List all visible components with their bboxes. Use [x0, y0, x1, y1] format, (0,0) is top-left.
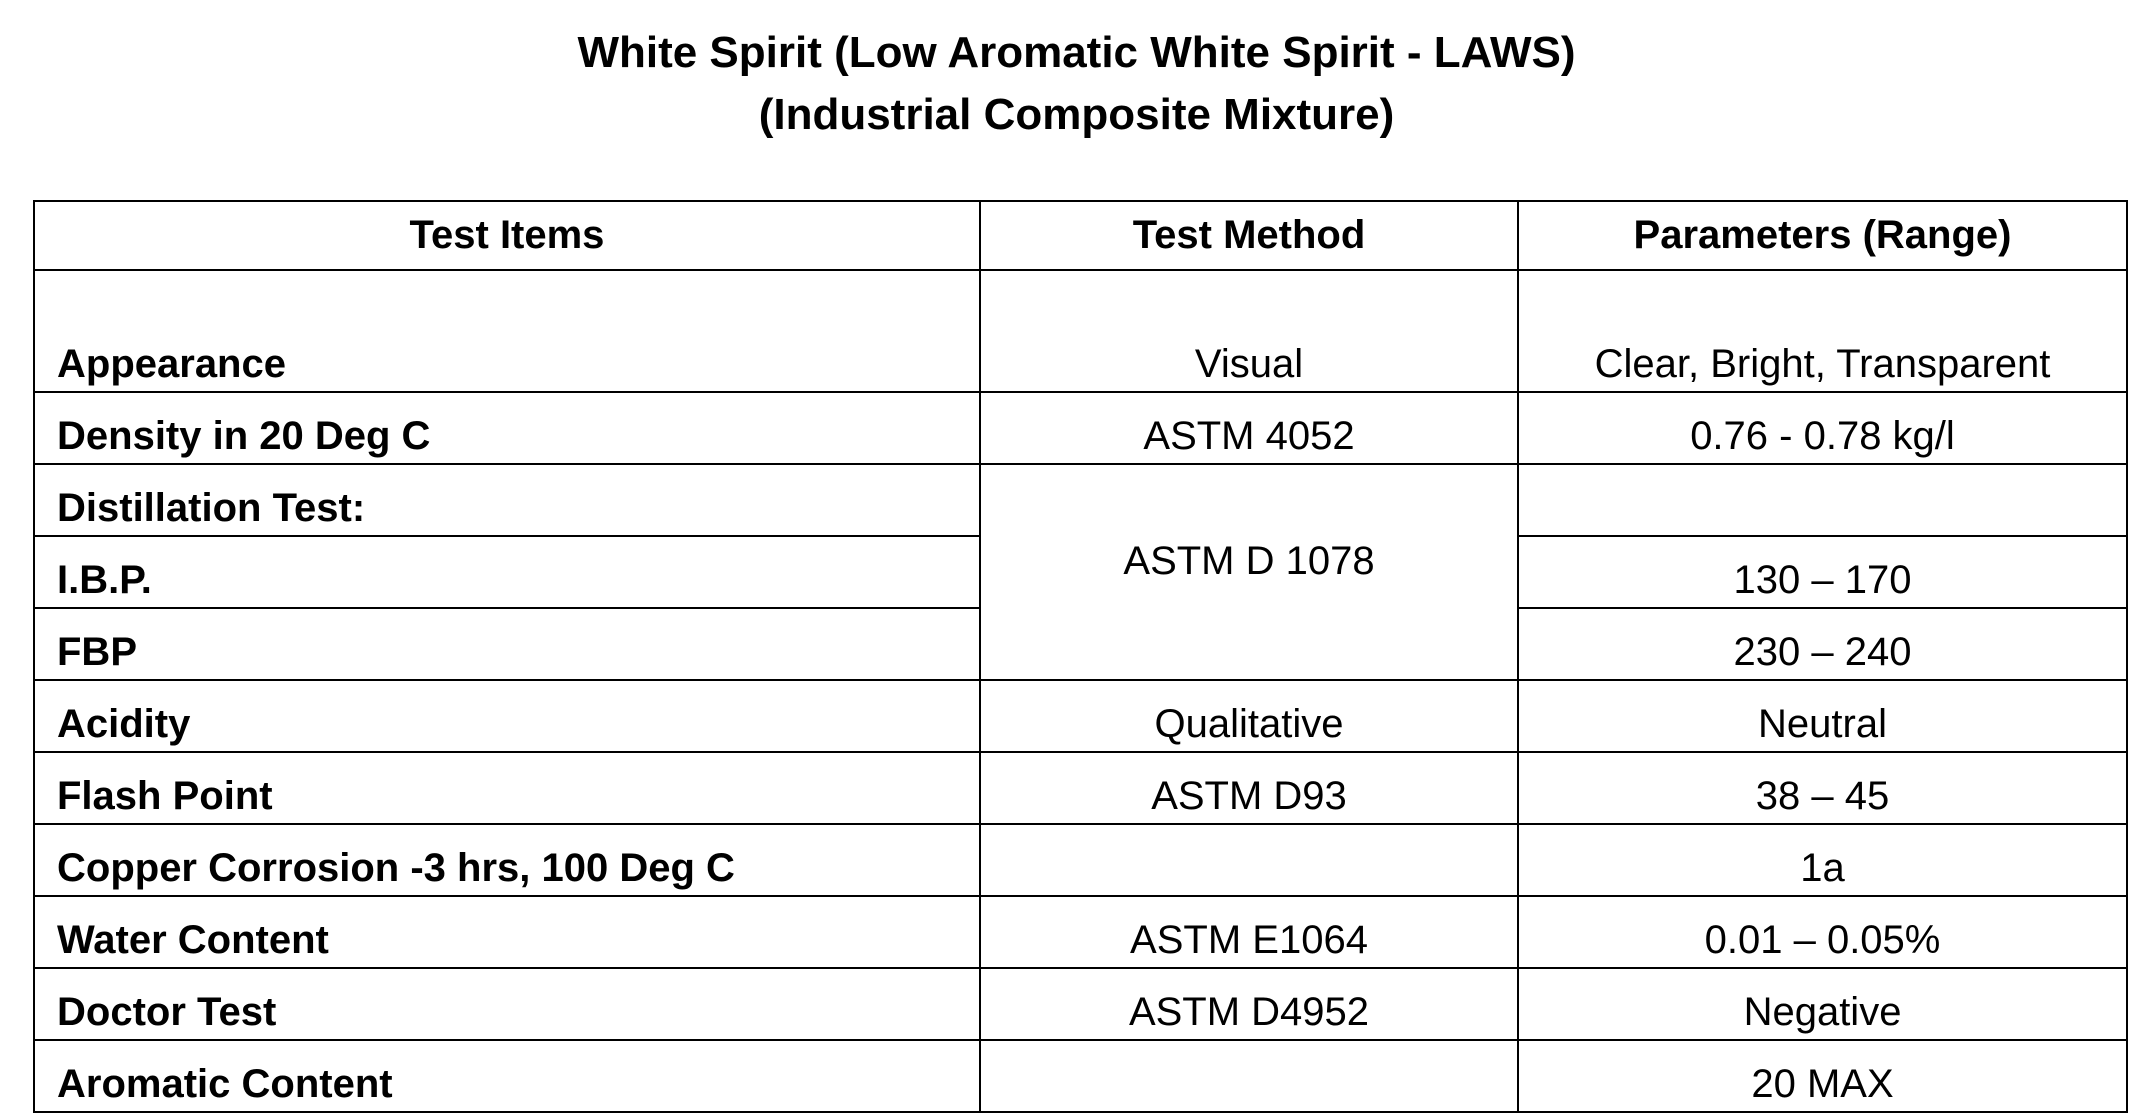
header-test-method: Test Method	[980, 201, 1518, 270]
header-test-items: Test Items	[34, 201, 980, 270]
test-item-cell: Doctor Test	[34, 968, 980, 1040]
test-method-cell: ASTM D93	[980, 752, 1518, 824]
parameter-cell: Negative	[1518, 968, 2127, 1040]
specification-table	[33, 200, 2128, 1113]
test-method-cell-merged: ASTM D 1078	[980, 464, 1518, 680]
table-row	[34, 752, 2127, 824]
test-item-cell: Copper Corrosion -3 hrs, 100 Deg C	[34, 824, 980, 896]
test-item-cell: FBP	[34, 608, 980, 680]
parameter-cell: 230 – 240	[1518, 608, 2127, 680]
test-item-cell: Acidity	[34, 680, 980, 752]
header-parameters: Parameters (Range)	[1518, 201, 2127, 270]
table-row	[34, 270, 2127, 392]
table-row	[34, 392, 2127, 464]
parameter-cell	[1518, 464, 2127, 536]
parameter-cell: Neutral	[1518, 680, 2127, 752]
parameter-cell: 0.01 – 0.05%	[1518, 896, 2127, 968]
test-item-cell: Appearance	[34, 270, 980, 392]
test-item-cell: Density in 20 Deg C	[34, 392, 980, 464]
parameter-cell: 130 – 170	[1518, 536, 2127, 608]
parameter-cell: 38 – 45	[1518, 752, 2127, 824]
title-line-2: (Industrial Composite Mixture)	[758, 90, 1395, 139]
table-header-row	[34, 201, 2127, 270]
table-row	[34, 896, 2127, 968]
document-title	[0, 22, 2153, 146]
table-row	[34, 824, 2127, 896]
test-method-cell: Visual	[980, 270, 1518, 392]
test-method-cell: Qualitative	[980, 680, 1518, 752]
test-method-cell: ASTM D4952	[980, 968, 1518, 1040]
test-item-cell: Aromatic Content	[34, 1040, 980, 1112]
parameter-cell: 20 MAX	[1518, 1040, 2127, 1112]
test-method-cell: ASTM E1064	[980, 896, 1518, 968]
test-method-cell	[980, 1040, 1518, 1112]
table-row	[34, 1040, 2127, 1112]
test-method-cell: ASTM 4052	[980, 392, 1518, 464]
test-item-cell: Water Content	[34, 896, 980, 968]
table-row	[34, 464, 2127, 536]
parameter-cell: 1a	[1518, 824, 2127, 896]
test-item-cell: Flash Point	[34, 752, 980, 824]
test-method-cell	[980, 824, 1518, 896]
table-row	[34, 968, 2127, 1040]
title-line-1: White Spirit (Low Aromatic White Spirit - LAWS)	[577, 28, 1576, 77]
parameter-cell: Clear, Bright, Transparent	[1518, 270, 2127, 392]
test-item-cell: I.B.P.	[34, 536, 980, 608]
test-item-cell: Distillation Test:	[34, 464, 980, 536]
parameter-cell: 0.76 - 0.78 kg/l	[1518, 392, 2127, 464]
table-row	[34, 680, 2127, 752]
